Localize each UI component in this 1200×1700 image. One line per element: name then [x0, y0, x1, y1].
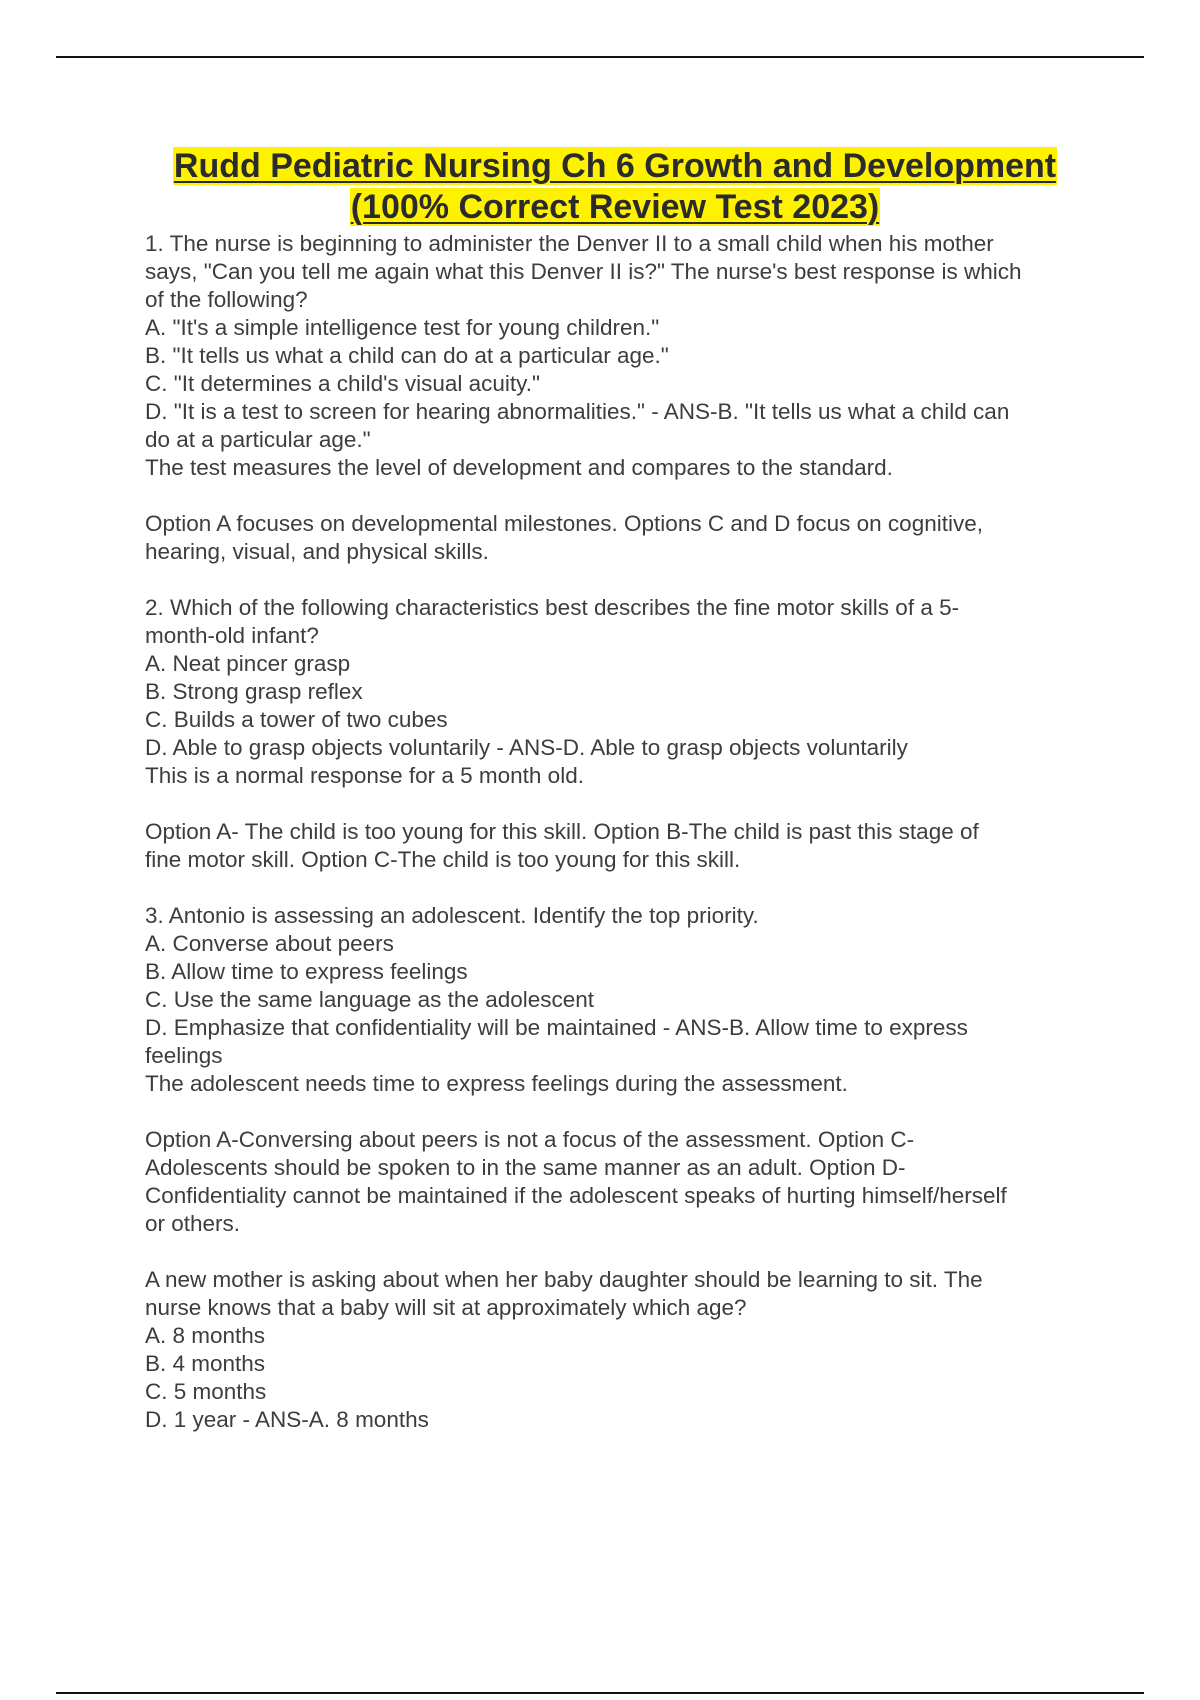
rationale-text: or others. [145, 1211, 241, 1236]
answer-option-b: B. Allow time to express feelings [145, 959, 468, 984]
answer-option-d: D. 1 year - ANS-A. 8 months [145, 1407, 429, 1432]
answer-option-d: D. "It is a test to screen for hearing abnormalities." - ANS-B. "It tells us what a child can [145, 399, 1010, 424]
title-line-2: (100% Correct Review Test 2023) [350, 188, 880, 226]
question-text: nurse knows that a baby will sit at approximately which age? [145, 1295, 747, 1320]
rationale-text: Option A- The child is too young for this skill. Option B-The child is past this stage of [145, 819, 979, 844]
title-line-1: Rudd Pediatric Nursing Ch 6 Growth and Development [173, 147, 1057, 185]
paragraph-gap [145, 874, 1085, 902]
answer-explanation: The adolescent needs time to express feelings during the assessment. [145, 1071, 848, 1096]
answer-option-b: B. "It tells us what a child can do at a particular age." [145, 343, 669, 368]
rationale-text: Confidentiality cannot be maintained if the adolescent speaks of hurting himself/herself [145, 1183, 1007, 1208]
document-body [145, 146, 1085, 1434]
document-title [145, 146, 1085, 228]
answer-option-a: A. "It's a simple intelligence test for young children." [145, 315, 660, 340]
question-text: month-old infant? [145, 623, 319, 648]
question-text: 2. Which of the following characteristics best describes the fine motor skills of a 5- [145, 595, 960, 620]
answer-explanation: The test measures the level of development and compares to the standard. [145, 455, 893, 480]
paragraph-gap [145, 1238, 1085, 1266]
paragraph-gap [145, 482, 1085, 510]
answer-option-c: C. Use the same language as the adolescent [145, 987, 595, 1012]
answer-option-c: C. 5 months [145, 1379, 267, 1404]
answer-option-b: B. Strong grasp reflex [145, 679, 363, 704]
paragraph-gap [145, 790, 1085, 818]
question-block [145, 230, 1085, 566]
answer-option-a: A. Converse about peers [145, 931, 394, 956]
question-block [145, 594, 1085, 874]
answer-option-b: B. 4 months [145, 1351, 266, 1376]
answer-key: feelings [145, 1043, 223, 1068]
answer-option-d: D. Emphasize that confidentiality will be maintained - ANS-B. Allow time to express [145, 1015, 968, 1040]
answer-option-c: C. "It determines a child's visual acuity." [145, 371, 541, 396]
answer-option-a: A. Neat pincer grasp [145, 651, 351, 676]
question-text: of the following? [145, 287, 308, 312]
rationale-text: fine motor skill. Option C-The child is too young for this skill. [145, 847, 741, 872]
question-block [145, 1266, 1085, 1434]
rationale-text: Option A-Conversing about peers is not a focus of the assessment. Option C- [145, 1127, 915, 1152]
rationale-text: hearing, visual, and physical skills. [145, 539, 489, 564]
answer-option-c: C. Builds a tower of two cubes [145, 707, 448, 732]
rationale-text: Adolescents should be spoken to in the same manner as an adult. Option D- [145, 1155, 906, 1180]
answer-option-a: A. 8 months [145, 1323, 266, 1348]
question-text: A new mother is asking about when her baby daughter should be learning to sit. The [145, 1267, 983, 1292]
question-text: 1. The nurse is beginning to administer the Denver II to a small child when his mother [145, 231, 994, 256]
question-block [145, 902, 1085, 1238]
rationale-text: Option A focuses on developmental milestones. Options C and D focus on cognitive, [145, 511, 983, 536]
question-text: says, "Can you tell me again what this Denver II is?" The nurse's best response is which [145, 259, 1022, 284]
paragraph-gap [145, 566, 1085, 594]
answer-option-d: D. Able to grasp objects voluntarily - ANS-D. Able to grasp objects voluntarily [145, 735, 908, 760]
question-text: 3. Antonio is assessing an adolescent. Identify the top priority. [145, 903, 759, 928]
footer-rule [56, 1692, 1144, 1694]
header-rule [56, 56, 1144, 58]
answer-key: do at a particular age." [145, 427, 371, 452]
paragraph-gap [145, 1098, 1085, 1126]
answer-explanation: This is a normal response for a 5 month old. [145, 763, 584, 788]
